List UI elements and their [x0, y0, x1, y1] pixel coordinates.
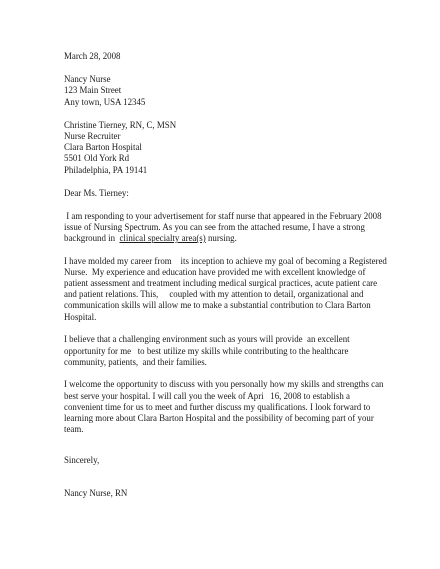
closing: Sincerely,: [64, 455, 100, 466]
recipient-city: Philadelphia, PA 19141: [64, 164, 148, 175]
recipient-street: 5501 Old York Rd: [64, 153, 130, 164]
specialty-placeholder-link[interactable]: clinical specialty area(s): [119, 232, 206, 243]
paragraph-environment: [64, 334, 394, 368]
sender-city: Any town, USA 12345: [64, 96, 146, 107]
paragraph-line: community, patients, and their families.: [64, 356, 207, 367]
paragraph-line: Nurse. My experience and education have provided me with excellent knowledge of: [64, 266, 366, 277]
recipient-title: Nurse Recruiter: [64, 131, 121, 142]
salutation: Dear Ms. Tierney:: [64, 187, 129, 198]
paragraph-line: convenient time for us to meet and further discuss my qualifications. I look forward to: [64, 401, 371, 412]
paragraph-line: learning more about Clara Barton Hospital and the possibility of becoming part of your: [64, 413, 374, 424]
sender-address: [64, 74, 394, 108]
paragraph-line: communication skills will allow me to make a substantial contribution to Clara Barton: [64, 300, 371, 311]
paragraph-line: opportunity for me to best utilize my skills while contributing to the healthcare: [64, 345, 349, 356]
paragraph-line: issue of Nursing Spectrum. As you can see from the attached resume, I have a strong: [64, 221, 365, 232]
paragraph-line: Hospital.: [64, 311, 97, 322]
letter-page: [64, 51, 394, 499]
recipient-address: [64, 120, 394, 176]
paragraph-line: I have molded my career from its inception to achieve my goal of becoming a Registered: [64, 255, 387, 266]
paragraph-line: team.: [64, 424, 84, 435]
recipient-org: Clara Barton Hospital: [64, 142, 142, 153]
paragraph-line: best serve your hospital. I will call you the week of Apri 16, 2008 to establish a: [64, 390, 350, 401]
line-text: background in: [64, 232, 120, 243]
paragraph-line: patient assessment and treatment including medical surgical practices, acute patient care: [64, 278, 378, 289]
signature: Nancy Nurse, RN: [64, 487, 128, 498]
recipient-name: Christine Tierney, RN, C, MSN: [64, 119, 177, 130]
sender-name: Nancy Nurse: [64, 74, 111, 85]
paragraph-career: [64, 256, 394, 323]
paragraph-line: I am responding to your advertisement for staff nurse that appeared in the February 2008: [64, 210, 382, 221]
letter-date: March 28, 2008: [64, 51, 121, 61]
paragraph-line: I believe that a challenging environment such as yours will provide an excellent: [64, 334, 350, 345]
paragraph-intro: [64, 211, 394, 245]
line-text: nursing.: [205, 232, 237, 243]
paragraph-line: I welcome the opportunity to discuss with you personally how my skills and strengths can: [64, 379, 384, 390]
paragraph-line: [64, 233, 394, 244]
paragraph-closing: [64, 379, 394, 435]
sender-street: 123 Main Street: [64, 85, 122, 96]
paragraph-line: and patient relations. This, coupled with my attention to detail, organizational and: [64, 289, 364, 300]
